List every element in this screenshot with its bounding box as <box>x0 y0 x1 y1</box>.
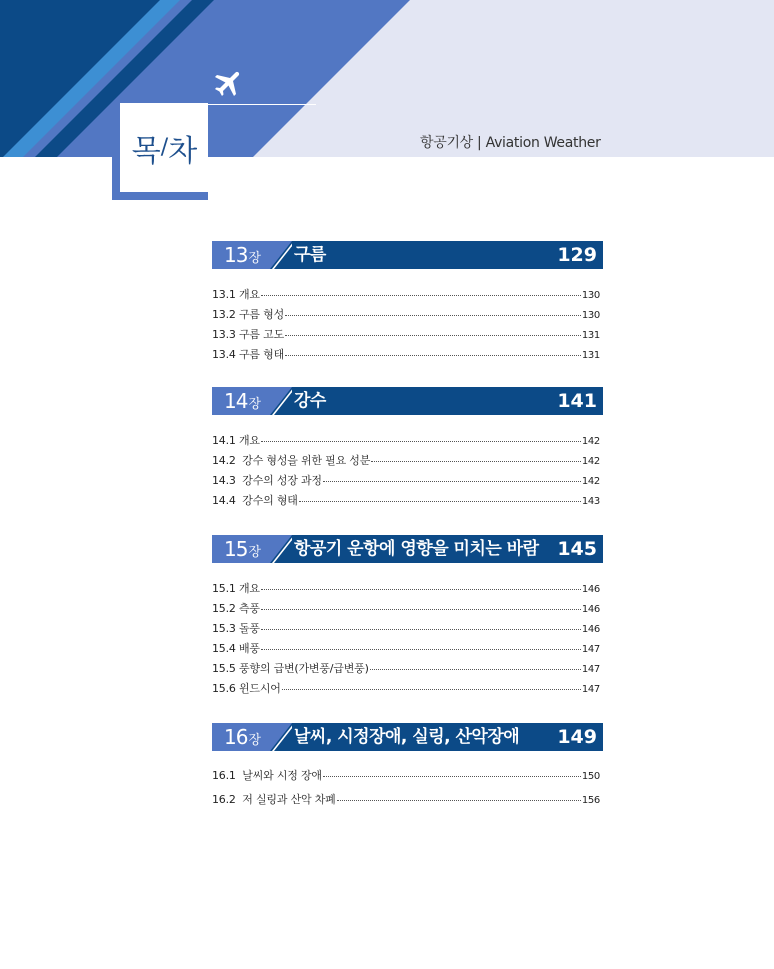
page-title-slash: / <box>160 135 168 160</box>
toc-entry[interactable]: 14.3 강수의 성장 과정 142 <box>212 474 600 487</box>
page-title <box>120 103 208 192</box>
chapter-heading-16[interactable] <box>212 723 603 751</box>
chapter-page: 149 <box>557 726 597 748</box>
toc-entry[interactable]: 15.4 배풍 147 <box>212 642 600 655</box>
chapter-number: 16장 <box>224 725 262 749</box>
toc-entry[interactable]: 16.1 날씨와 시정 장애 150 <box>212 769 600 782</box>
toc-entry[interactable]: 15.3 돌풍 146 <box>212 622 600 635</box>
toc-entry[interactable]: 15.2 측풍 146 <box>212 602 600 615</box>
toc-entry[interactable]: 13.2 구름 형성 130 <box>212 308 600 321</box>
chapter-heading-15[interactable] <box>212 535 603 563</box>
toc-entry[interactable]: 14.4 강수의 형태 143 <box>212 494 600 507</box>
toc-entry[interactable]: 14.1 개요 142 <box>212 434 600 447</box>
toc-entry[interactable]: 16.2 저 실링과 산악 차폐 156 <box>212 793 600 806</box>
page-title-sub: 차 <box>168 133 197 169</box>
chapter-number: 15장 <box>224 537 262 561</box>
toc-list-16 <box>212 767 600 815</box>
toc-list-13 <box>212 286 600 366</box>
toc-entry[interactable]: 13.3 구름 고도 131 <box>212 328 600 341</box>
toc-entry[interactable]: 15.5 풍향의 급변(가변풍/급변풍) 147 <box>212 662 600 675</box>
chapter-heading-14[interactable] <box>212 387 603 415</box>
chapter-title: 강수 <box>294 391 326 411</box>
chapter-title: 항공기 운항에 영향을 미치는 바람 <box>294 539 539 559</box>
chapter-page: 129 <box>557 244 597 266</box>
toc-entry[interactable]: 13.1 개요 130 <box>212 288 600 301</box>
chapter-page: 141 <box>557 390 597 412</box>
header-decoration <box>0 0 774 200</box>
toc-list-14 <box>212 432 600 512</box>
toc-entry[interactable]: 14.2 강수 형성을 위한 필요 성분 142 <box>212 454 600 467</box>
toc-entry[interactable]: 13.4 구름 형태 131 <box>212 348 600 361</box>
chapter-number: 13장 <box>224 243 262 267</box>
book-title: 항공기상 | Aviation Weather <box>420 135 601 151</box>
chapter-title: 구름 <box>294 245 326 265</box>
chapter-page: 145 <box>557 538 597 560</box>
chapter-title: 날씨, 시정장애, 실링, 산악장애 <box>294 727 520 747</box>
chapter-heading-13[interactable] <box>212 241 603 269</box>
airplane-icon <box>212 66 246 100</box>
toc-entry[interactable]: 15.1 개요 146 <box>212 582 600 595</box>
chapter-number: 14장 <box>224 389 262 413</box>
toc-list-15 <box>212 580 600 700</box>
toc-entry[interactable]: 15.6 윈드시어 147 <box>212 682 600 695</box>
page-title-main: 목 <box>131 133 160 169</box>
title-rule <box>208 104 316 105</box>
